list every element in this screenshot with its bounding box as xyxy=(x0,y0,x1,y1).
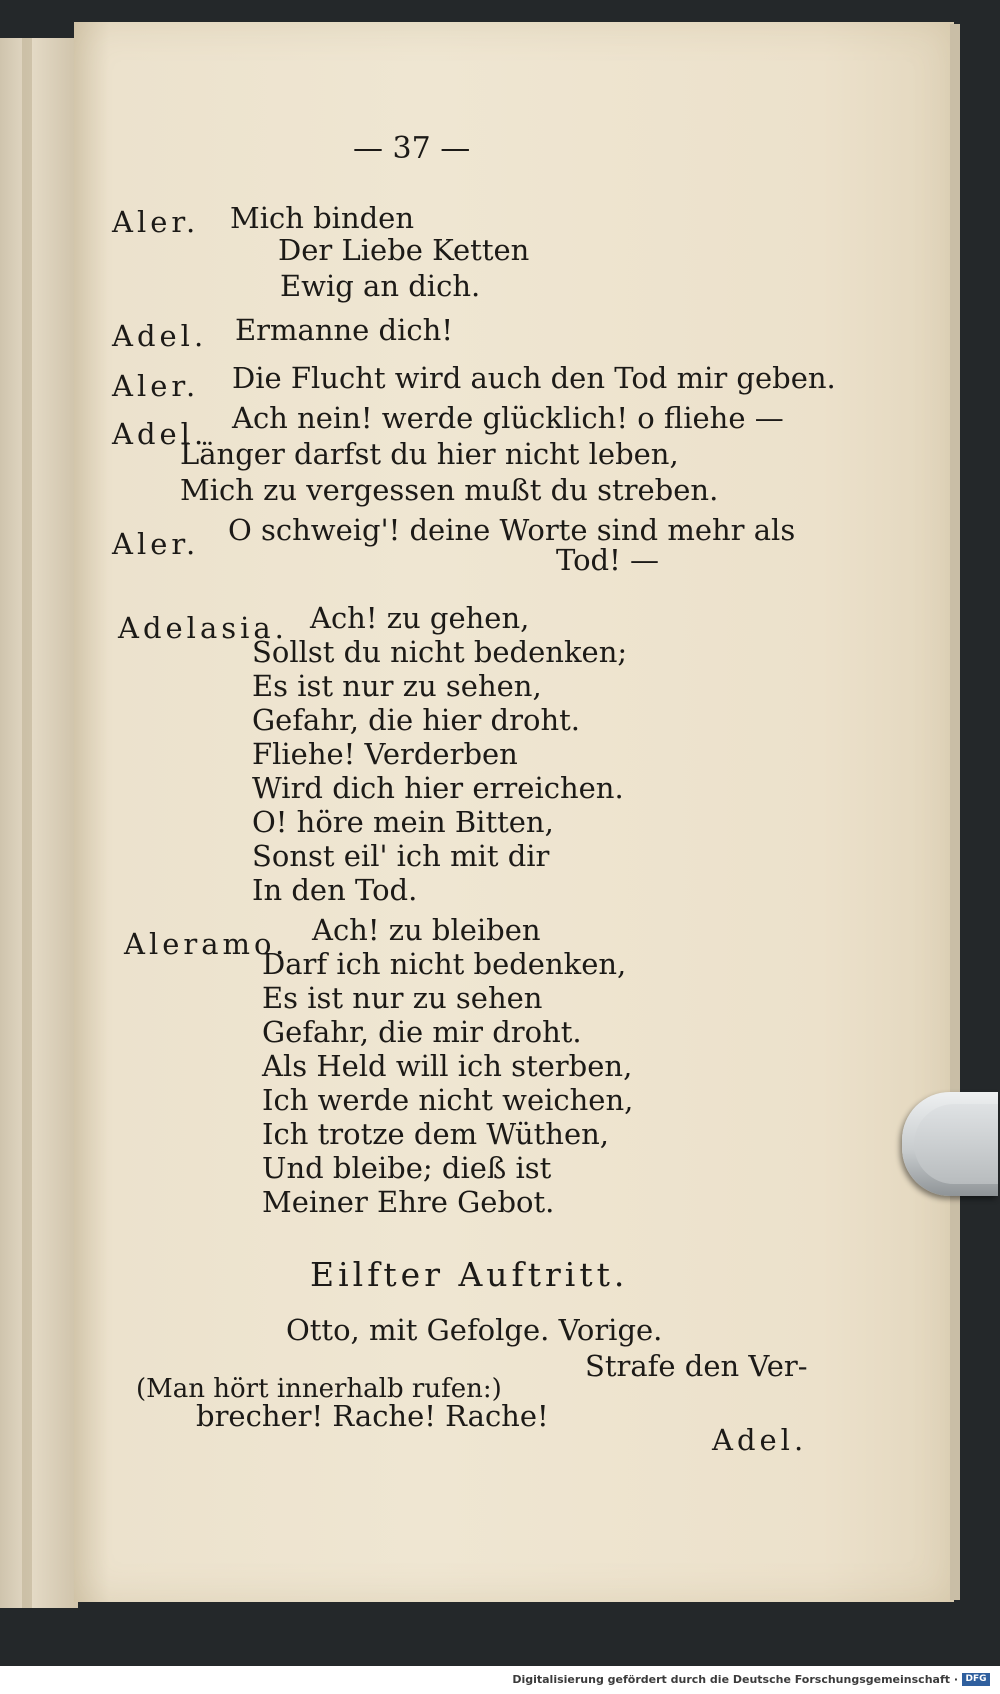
verse-line: Als Held will ich sterben, xyxy=(262,1049,633,1083)
verse-line: In den Tod. xyxy=(252,873,418,907)
speaker-label: Aler. xyxy=(112,369,200,403)
speaker-label: Adel. xyxy=(112,319,208,353)
dialogue-line: brecher! Rache! Rache! xyxy=(196,1399,549,1433)
dialogue-line: Ewig an dich. xyxy=(280,269,481,303)
verse-line: Und bleibe; dieß ist xyxy=(262,1151,552,1185)
dialogue-line: Strafe den Ver- xyxy=(585,1349,808,1383)
previous-page-edge xyxy=(0,38,78,1608)
catchword: Adel. xyxy=(712,1423,808,1457)
dialogue-line: Länger darfst du hier nicht leben, xyxy=(180,437,679,471)
speaker-label: Aler. xyxy=(112,527,200,561)
verse-line: Wird dich hier erreichen. xyxy=(252,771,624,805)
verse-line: Ach! zu bleiben xyxy=(312,913,541,947)
dialogue-line: Der Liebe Ketten xyxy=(278,233,530,267)
dialogue-line: Ach nein! werde glücklich! o fliehe — xyxy=(232,401,784,435)
dfg-logo: DFG xyxy=(962,1673,990,1686)
stage-direction: (Man hört innerhalb rufen:) xyxy=(136,1374,502,1404)
verse-line: Gefahr, die mir droht. xyxy=(262,1015,582,1049)
speaker-label: Aler. xyxy=(112,205,200,239)
page-number: — 37 — xyxy=(353,131,471,166)
page-gutter xyxy=(22,38,32,1608)
footer-bar xyxy=(0,1666,1000,1694)
verse-line: Ach! zu gehen, xyxy=(310,601,530,635)
dialogue-line: Tod! — xyxy=(556,543,659,577)
verse-line: Es ist nur zu sehen xyxy=(262,981,543,1015)
verse-line: Sollst du nicht bedenken; xyxy=(252,635,628,669)
scene-heading: Eilfter Auftritt. xyxy=(310,1255,629,1294)
verse-line: Sonst eil' ich mit dir xyxy=(252,839,550,873)
verse-line: Gefahr, die hier droht. xyxy=(252,703,580,737)
verse-line: Fliehe! Verderben xyxy=(252,737,518,771)
speaker-label: Adelasia. xyxy=(118,611,288,645)
dialogue-line: Mich zu vergessen mußt du streben. xyxy=(180,473,719,507)
verse-line: Meiner Ehre Gebot. xyxy=(262,1185,555,1219)
page-clip-highlight xyxy=(914,1104,998,1184)
verse-line: Ich werde nicht weichen, xyxy=(262,1083,634,1117)
dialogue-line: Ermanne dich! xyxy=(235,313,453,347)
footer-credit: Digitalisierung gefördert durch die Deutsche Forschungsgemeinschaft · xyxy=(512,1673,958,1686)
speaker-label: Adel. xyxy=(112,417,208,451)
dialogue-line: Die Flucht wird auch den Tod mir geben. xyxy=(232,361,836,395)
dialogue-line: O schweig'! deine Worte sind mehr als xyxy=(228,513,796,547)
verse-line: O! höre mein Bitten, xyxy=(252,805,554,839)
verse-line: Es ist nur zu sehen, xyxy=(252,669,542,703)
speaker-label: Aleramo. xyxy=(124,927,289,961)
dialogue-line: Mich binden xyxy=(230,201,415,235)
page-fore-edge xyxy=(950,24,960,1600)
verse-line: Darf ich nicht bedenken, xyxy=(262,947,627,981)
scene-cast: Otto, mit Gefolge. Vorige. xyxy=(286,1313,663,1347)
verse-line: Ich trotze dem Wüthen, xyxy=(262,1117,610,1151)
